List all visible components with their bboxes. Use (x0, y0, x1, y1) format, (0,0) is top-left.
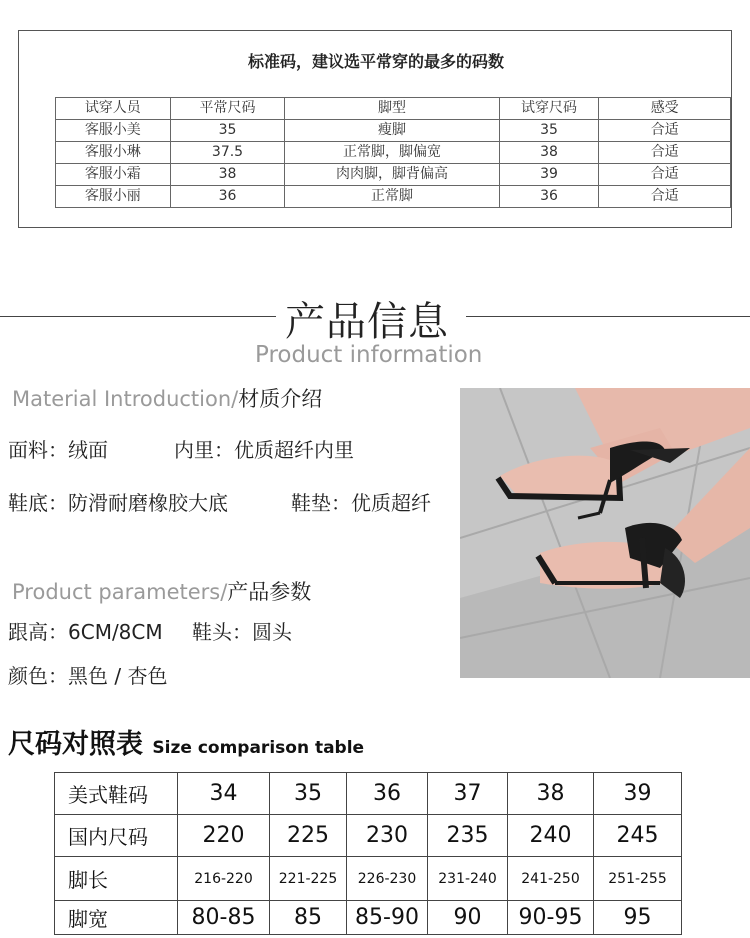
material-heading (12, 383, 322, 413)
table-cell: 38 (499, 142, 599, 164)
table-cell: 38 (170, 164, 285, 186)
table-cell: 38 (508, 773, 594, 815)
size-heading (8, 722, 364, 761)
table-cell: 35 (499, 120, 599, 142)
table-row (55, 857, 682, 901)
product-subtitle: Product information (255, 342, 483, 368)
table-cell: 226-230 (347, 857, 428, 901)
table-cell: 正常脚，脚偏宽 (285, 142, 499, 164)
table-cell: 95 (594, 901, 682, 935)
table-cell: 251-255 (594, 857, 682, 901)
insole-text: 鞋垫：优质超纤 (291, 491, 431, 515)
trial-heading: 标准码，建议选平常穿的最多的码数 (247, 52, 504, 71)
table-cell: 客服小丽 (56, 186, 171, 208)
table-cell: 220 (178, 815, 270, 857)
toe-text: 鞋头：圆头 (192, 620, 292, 644)
table-row (56, 120, 731, 142)
table-cell: 37.5 (170, 142, 285, 164)
table-cell: 合适 (599, 120, 731, 142)
table-cell: 230 (347, 815, 428, 857)
trial-header-cell: 试穿人员 (56, 98, 171, 120)
table-cell: 216-220 (178, 857, 270, 901)
trial-header-row (56, 98, 731, 120)
trial-table (55, 97, 731, 208)
table-cell: 221-225 (270, 857, 347, 901)
table-cell: 39 (499, 164, 599, 186)
table-cell: 合适 (599, 186, 731, 208)
table-cell: 肉肉脚，脚背偏高 (285, 164, 499, 186)
table-cell: 36 (347, 773, 428, 815)
trial-header-cell: 试穿尺码 (499, 98, 599, 120)
table-cell: 35 (270, 773, 347, 815)
size-table (54, 772, 682, 935)
table-row (56, 186, 731, 208)
table-row (55, 773, 682, 815)
params-heading (12, 576, 311, 606)
table-cell: 34 (178, 773, 270, 815)
size-row-label: 脚宽 (55, 901, 178, 935)
table-cell: 231-240 (428, 857, 508, 901)
table-cell: 240 (508, 815, 594, 857)
table-cell: 36 (170, 186, 285, 208)
table-cell: 37 (428, 773, 508, 815)
table-cell: 客服小霜 (56, 164, 171, 186)
trial-header-cell: 平常尺码 (170, 98, 285, 120)
table-cell: 235 (428, 815, 508, 857)
fabric-text: 面料：绒面 (8, 438, 108, 462)
lining-text: 内里：优质超纤内里 (174, 438, 354, 462)
table-cell: 合适 (599, 164, 731, 186)
table-cell: 241-250 (508, 857, 594, 901)
divider-right (466, 316, 750, 317)
table-cell: 瘦脚 (285, 120, 499, 142)
size-row-label: 国内尺码 (55, 815, 178, 857)
table-cell: 90 (428, 901, 508, 935)
table-cell: 85-90 (347, 901, 428, 935)
sole-text: 鞋底：防滑耐磨橡胶大底 (8, 491, 228, 515)
table-cell: 225 (270, 815, 347, 857)
table-cell: 客服小美 (56, 120, 171, 142)
params-heading-en: Product parameters/ (12, 580, 228, 604)
table-cell: 合适 (599, 142, 731, 164)
table-row (56, 142, 731, 164)
size-heading-cn: 尺码对照表 (8, 729, 143, 760)
params-heading-cn: 产品参数 (227, 580, 312, 604)
table-row (55, 901, 682, 935)
table-cell: 245 (594, 815, 682, 857)
size-heading-en: Size comparison table (152, 738, 365, 758)
table-row (56, 164, 731, 186)
table-cell: 35 (170, 120, 285, 142)
table-cell: 90-95 (508, 901, 594, 935)
trial-header-cell: 脚型 (285, 98, 499, 120)
size-row-label: 美式鞋码 (55, 773, 178, 815)
table-cell: 正常脚 (285, 186, 499, 208)
divider-left (0, 316, 276, 317)
material-heading-en: Material Introduction/ (12, 387, 239, 411)
product-photo (460, 388, 750, 678)
table-cell: 80-85 (178, 901, 270, 935)
trial-size-box (18, 30, 732, 228)
material-heading-cn: 材质介绍 (238, 387, 323, 411)
table-cell: 85 (270, 901, 347, 935)
sandal-photo-illustration (460, 388, 750, 678)
trial-header-cell: 感受 (599, 98, 731, 120)
table-cell: 39 (594, 773, 682, 815)
heel-text: 跟高：6CM/8CM (8, 620, 163, 644)
color-text: 颜色：黑色 / 杏色 (8, 664, 168, 688)
size-row-label: 脚长 (55, 857, 178, 901)
table-cell: 客服小琳 (56, 142, 171, 164)
table-row (55, 815, 682, 857)
table-cell: 36 (499, 186, 599, 208)
product-title: 产品信息 (285, 299, 449, 345)
